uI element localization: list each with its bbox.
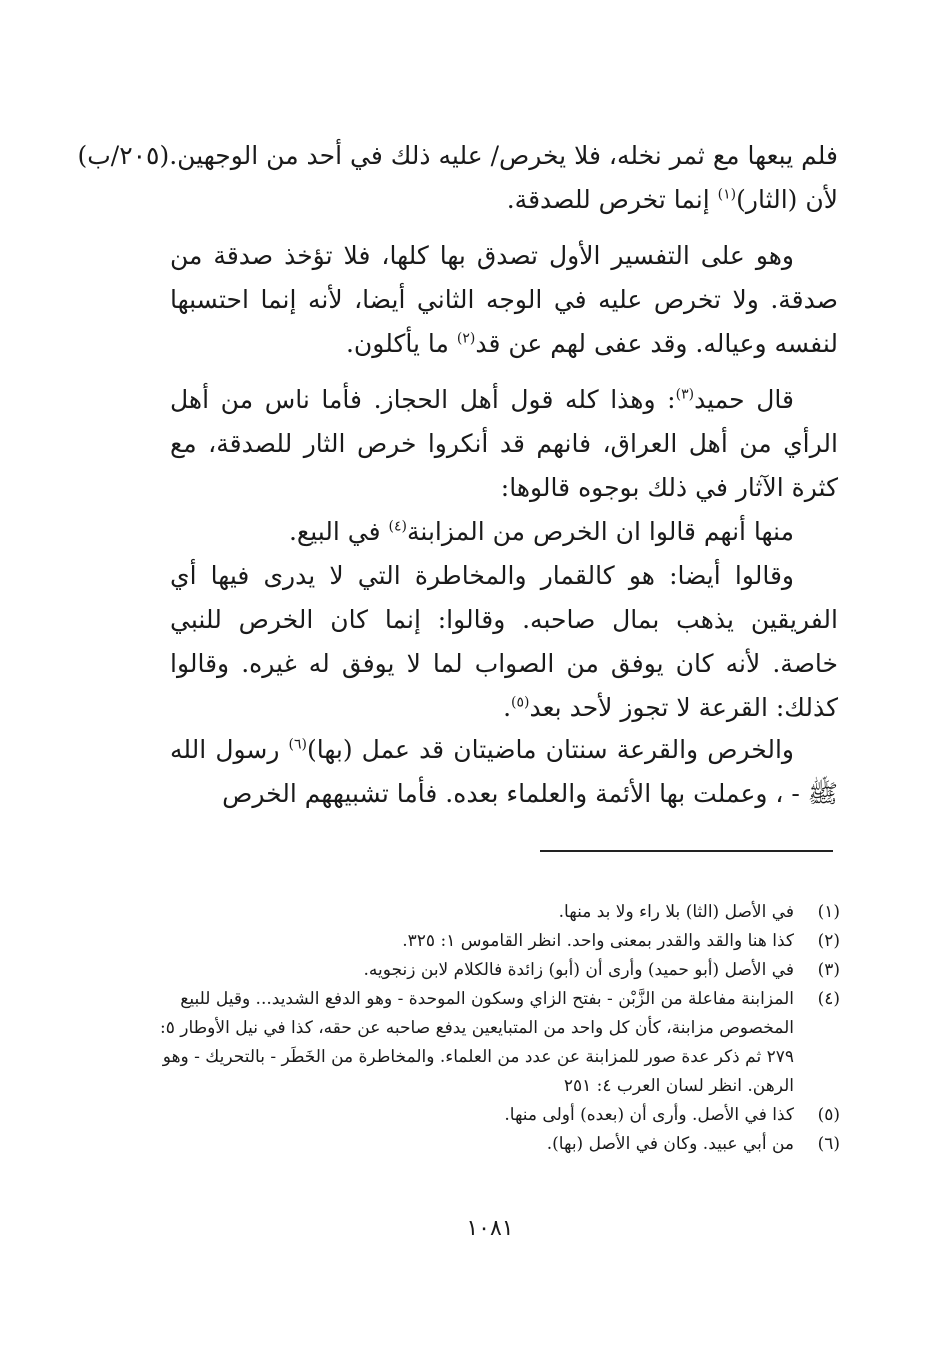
footnote-text: المزابنة مفاعلة من الزَّبْن - بفتح الزاي وسكون الموحدة - وهو الدفع الشديد... وقيل للبيع المخصوص مزابنة، كأن كل واحد من المتبايعين يدفع صاحبه عن حقه، كذا في نيل الأوطار ٥: ٢٧٩ ثم ذكر عدة صور للمزابنة عن عدد من العلماء. والمخاطرة من الخَطَر - بالتحريك - وهو الرهن. انظر لسان العرب ٤: ٢٥١ bbox=[159, 989, 794, 1096]
footnote-5 bbox=[160, 1101, 840, 1130]
text-fragment: ما يأكلون. bbox=[345, 329, 457, 358]
text-fragment: منها أنهم قالوا ان الخرص من المزابنة bbox=[407, 517, 794, 546]
page-number: ١٠٨١ bbox=[466, 1216, 514, 1241]
text-fragment: لأن (الثار) bbox=[736, 185, 838, 214]
footnote-1 bbox=[160, 898, 840, 927]
text-fragment: رسول الله ﷺ - ، وعملت بها الأئمة والعلماء بعده. فأما تشبيههم الخرص bbox=[170, 735, 838, 808]
footnote-text: كذا هنا والقد والقدر بمعنى واحد. انظر القاموس ١: ٣٢٥. bbox=[402, 931, 794, 951]
footnote-separator bbox=[540, 850, 833, 852]
text-fragment: وهو على التفسير الأول تصدق بها كلها، فلا تؤخذ صدقة من صدقة. ولا تخرص عليه في الوجه الثاني أيضا، لأنه إنما احتسبها لنفسه وعياله. وقد عفى لهم عن قد bbox=[170, 241, 838, 358]
footnote-number: (٢) bbox=[817, 931, 840, 951]
footnote-text: في الأصل (أبو حميد) وأرى أن (أبو) زائدة فالكلام لابن زنجويه. bbox=[363, 960, 794, 980]
footnote-text: كذا في الأصل. وأرى أن (بعده) أولى منها. bbox=[504, 1105, 794, 1125]
footnote-4 bbox=[160, 985, 840, 1101]
footnote-ref-5: (٥) bbox=[511, 694, 530, 711]
footnote-text: من أبي عبيد. وكان في الأصل (بها). bbox=[546, 1134, 794, 1154]
paragraph-3 bbox=[170, 378, 838, 730]
text-fragment: : وهذا كله قول أهل الحجاز. فأما ناس من أهل الرأي من أهل العراق، فانهم قد أنكروا خرص الثار للصدقة، مع كثرة الآثار في ذلك بوجوه قالوها: bbox=[170, 385, 838, 502]
paragraph-4 bbox=[170, 728, 838, 816]
paragraph-1-line-2 bbox=[72, 178, 838, 222]
footnote-ref-6: (٦) bbox=[288, 736, 307, 753]
footnote-2 bbox=[160, 927, 840, 956]
footnote-3 bbox=[160, 956, 840, 985]
paragraph-2 bbox=[170, 234, 838, 366]
footnote-ref-1: (١) bbox=[717, 186, 737, 203]
footnote-text: في الأصل (الثا) بلا راء ولا بد منها. bbox=[558, 902, 794, 922]
text-fragment: قال حميد bbox=[694, 385, 794, 414]
footnote-ref-3: (٣) bbox=[675, 386, 695, 403]
paragraph-1 bbox=[72, 134, 838, 222]
footnote-number: (٥) bbox=[817, 1105, 840, 1125]
text-fragment: في البيع. bbox=[288, 517, 389, 546]
paragraph-4-text bbox=[170, 728, 838, 816]
footnote-6 bbox=[160, 1130, 840, 1159]
footnote-number: (٤) bbox=[817, 989, 840, 1009]
text-fragment: . bbox=[503, 693, 512, 722]
footnotes bbox=[160, 898, 840, 1159]
footnote-number: (١) bbox=[817, 902, 840, 922]
paragraph-2-text bbox=[170, 234, 838, 366]
text-fragment: إنما تخرص للصدقة. bbox=[506, 185, 718, 214]
paragraph-3-item-2 bbox=[170, 554, 838, 730]
text-fragment: والخرص والقرعة سنتان ماضيتان قد عمل (بها) bbox=[306, 735, 794, 764]
footnote-number: (٣) bbox=[817, 960, 840, 980]
paragraph-3-text bbox=[170, 378, 838, 510]
text-fragment: وقالوا أيضا: هو كالقمار والمخاطرة التي لا يدرى فيها أي الفريقين يذهب بمال صاحبه. وقالوا: إنما كان الخرص للنبي خاصة. لأنه كان يوفق من الصواب لما لا يوفق له غيره. وقالوا كذلك: القرعة لا تجوز لأحد بعد bbox=[170, 561, 838, 722]
paragraph-3-item-1 bbox=[170, 510, 838, 554]
paragraph-1-line-1: فلم يبعها مع ثمر نخله، فلا يخرص/ عليه ذلك في أحد من الوجهين.(٢٠٥/ب) bbox=[77, 141, 838, 170]
footnote-ref-2: (٢) bbox=[456, 330, 476, 347]
footnote-ref-4: (٤) bbox=[388, 518, 408, 535]
footnote-number: (٦) bbox=[817, 1134, 840, 1154]
